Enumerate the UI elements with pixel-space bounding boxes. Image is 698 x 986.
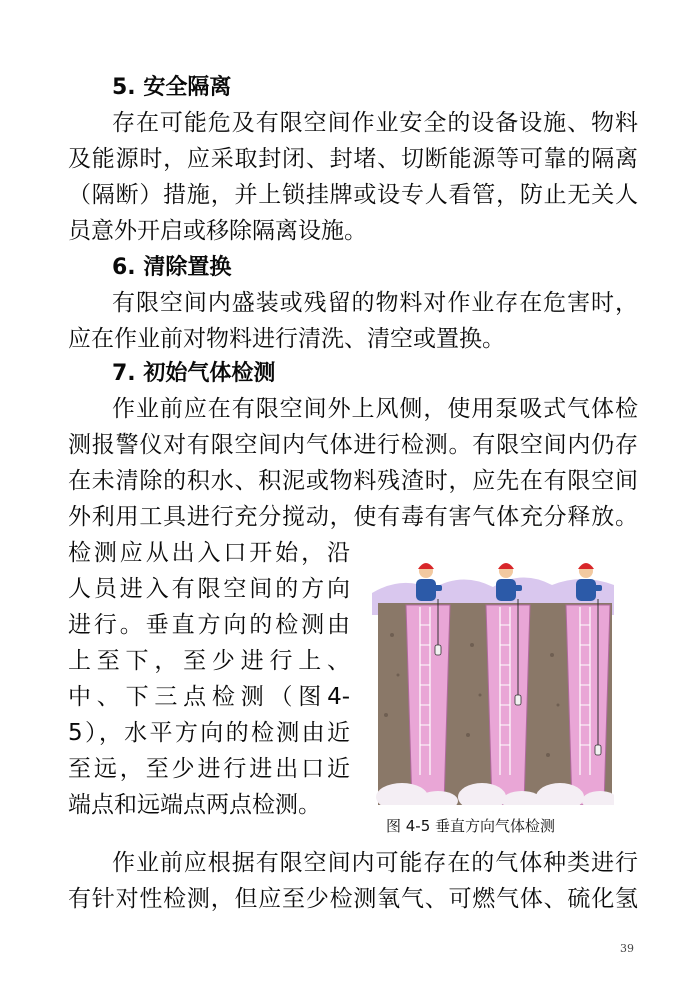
page-number: 39 [620,942,634,955]
paragraph-line: 员意外开启或移除隔离设施。 [68,218,367,244]
section-heading: 5. 安全隔离 [112,75,232,100]
paragraph-line: 作业前应在有限空间外上风侧，使用泵吸式气体检 [112,396,638,422]
section-heading: 7. 初始气体检测 [112,361,276,386]
paragraph-line: 中、下三点检测（图4- [68,684,350,710]
paragraph-line: 外利用工具进行充分搅动，使有毒有害气体充分释放。 [68,504,638,530]
paragraph-line: 有针对性检测，但应至少检测氧气、可燃气体、硫化氢 [68,886,638,912]
paragraph-line: 5），水平方向的检测由近 [68,720,350,746]
figure-caption: 图 4-5 垂直方向气体检测 [386,817,556,835]
paragraph-line: 在未清除的积水、积泥或物料残渣时，应先在有限空间 [68,468,638,494]
paragraph-line: 有限空间内盛装或残留的物料对作业存在危害时， [112,290,638,316]
paragraph-line: 端点和远端点两点检测。 [68,792,321,818]
section-heading: 6. 清除置换 [112,255,232,280]
paragraph-line: 存在可能危及有限空间作业安全的设备设施、物料 [112,110,638,136]
paragraph-line: 测报警仪对有限空间内气体进行检测。有限空间内仍存 [68,432,638,458]
paragraph-line: 进行。垂直方向的检测由 [68,612,350,638]
paragraph-line: 至远，至少进行进出口近 [68,756,350,782]
paragraph-line: 人员进入有限空间的方向 [68,576,350,602]
paragraph-line: （隔断）措施，并上锁挂牌或设专人看管，防止无关人 [68,182,638,208]
paragraph-line: 及能源时，应采取封闭、封堵、切断能源等可靠的隔离 [68,146,638,172]
paragraph-line: 检测应从出入口开始，沿 [68,540,350,566]
paragraph-line: 作业前应根据有限空间内可能存在的气体种类进行 [112,850,638,876]
vertical-gas-detection-illustration [372,555,614,805]
paragraph-line: 上至下，至少进行上、 [68,648,350,674]
paragraph-line: 应在作业前对物料进行清洗、清空或置换。 [68,326,505,352]
